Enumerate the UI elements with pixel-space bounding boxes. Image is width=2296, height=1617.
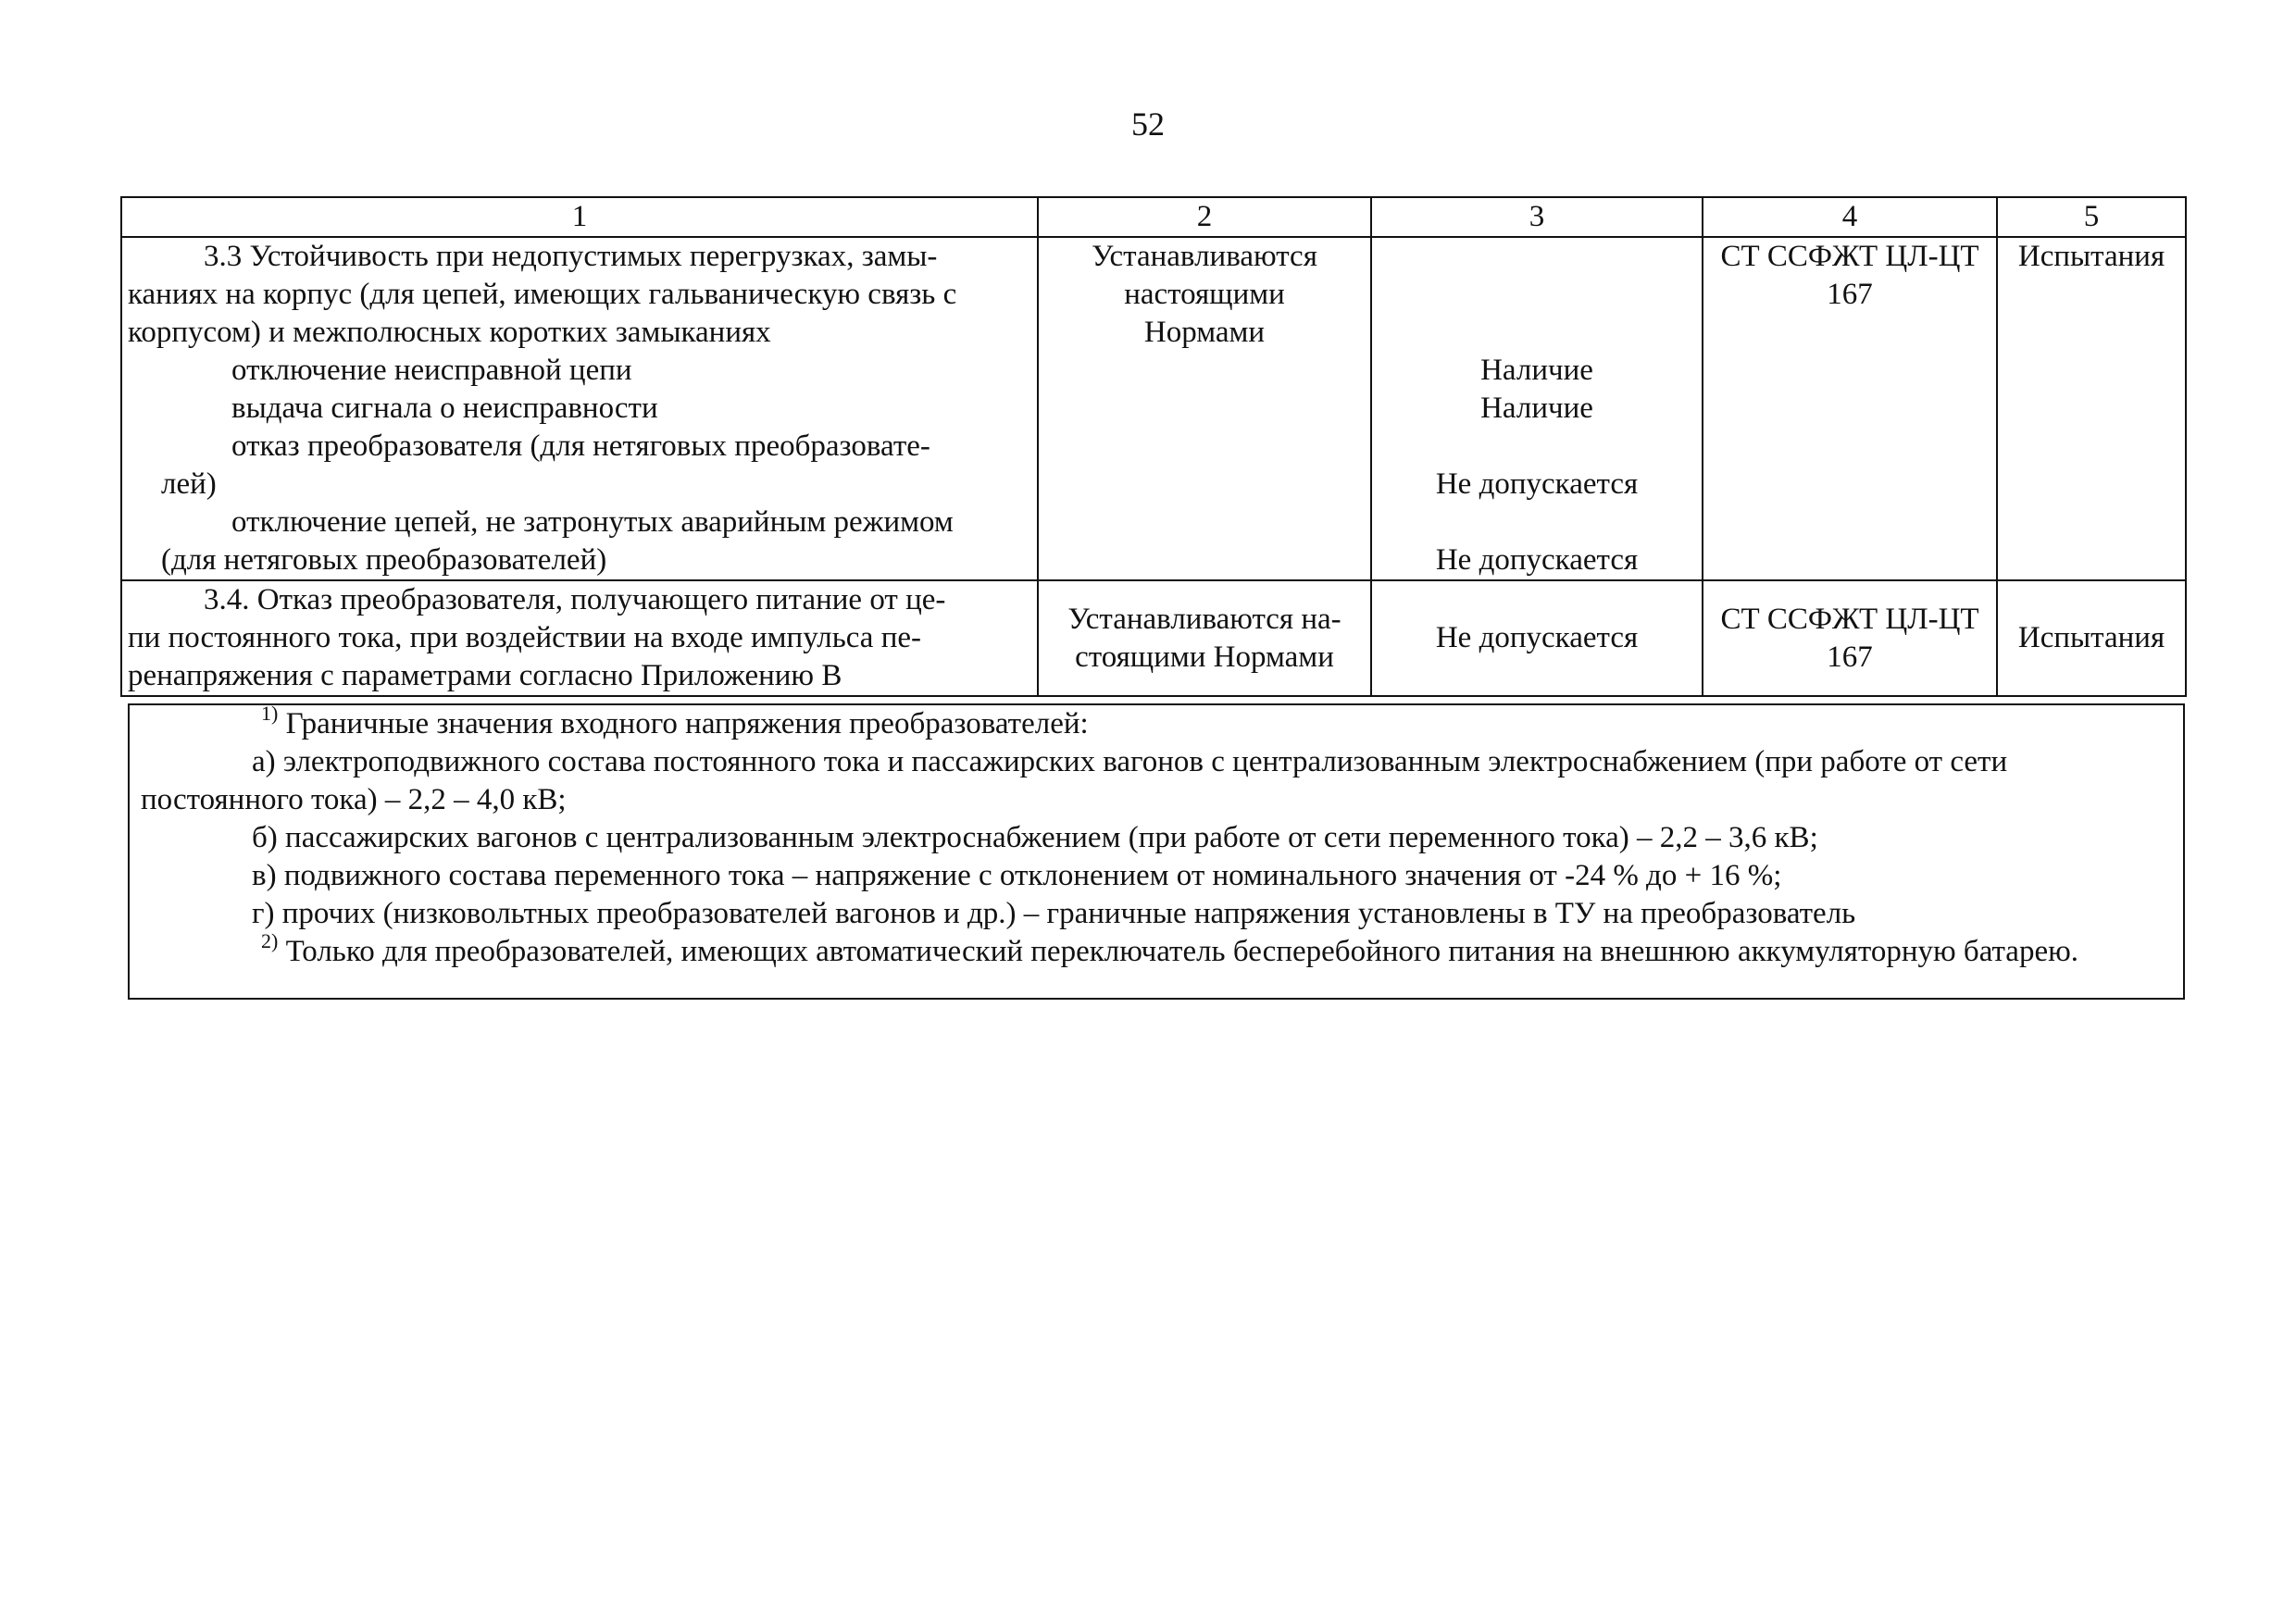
requirements-table	[120, 196, 2187, 697]
column-number-row	[121, 197, 2186, 237]
row-3-3-norm-line: настоящими	[1124, 278, 1285, 311]
row-3-3-title-line: 3.3 Устойчивость при недопустимых перегрузках, замы-	[204, 240, 938, 273]
row-3-4-method: Испытания	[1997, 580, 2186, 696]
footnote-item-a: а) электроподвижного состава постоянного тока и пассажирских вагонов с централизованным электроснабжением (при работе от сети постоянного тока) – 2,2 – 4,0 кВ;	[141, 745, 2008, 816]
row-3-4-value: Не допускается	[1371, 580, 1703, 696]
page-number: 52	[1131, 106, 1165, 143]
row-3-3-values	[1371, 237, 1703, 580]
column-number-2: 2	[1038, 197, 1371, 237]
row-3-4-norm-line: Устанавливаются на-	[1067, 602, 1341, 636]
row-3-3-norm-line: Устанавливаются	[1092, 240, 1317, 273]
row-3-3-standard-line: 167	[1827, 278, 1873, 311]
footnote-1-text: Граничные значения входного напряжения преобразователей:	[285, 707, 1089, 740]
table-row-3-4	[121, 580, 2186, 696]
row-3-3-value: Не допускается	[1435, 467, 1639, 501]
row-3-4-standard	[1703, 580, 1997, 696]
row-3-3-value: Наличие	[1480, 392, 1593, 425]
column-number-5: 5	[1997, 197, 2186, 237]
column-number-3: 3	[1371, 197, 1703, 237]
footnote-item-d: г) прочих (низковольтных преобразователей вагонов и др.) – граничные напряжения установлены в ТУ на преобразователь	[252, 897, 1856, 930]
row-3-3-description	[121, 237, 1038, 580]
row-3-3-standard-line: СТ ССФЖТ ЦЛ-ЦТ	[1720, 240, 1979, 273]
row-3-4-standard-line: СТ ССФЖТ ЦЛ-ЦТ	[1720, 602, 1979, 636]
row-3-3-sub-item-continued: лей)	[161, 467, 217, 501]
row-3-4-norm-line: стоящими Нормами	[1075, 640, 1334, 674]
row-3-3-sub-item: отключение цепей, не затронутых аварийным режимом	[231, 505, 954, 539]
row-3-3-title-line: корпусом) и межполюсных коротких замыканиях	[128, 316, 771, 349]
footnote-item-b: б) пассажирских вагонов с централизованным электроснабжением (при работе от сети переменного тока) – 2,2 – 3,6 кВ;	[252, 821, 1818, 854]
row-3-3-norm-line: Нормами	[1143, 316, 1266, 349]
row-3-4-description	[121, 580, 1038, 696]
row-3-3-sub-item-continued: (для нетяговых преобразователей)	[161, 543, 607, 577]
column-number-4: 4	[1703, 197, 1997, 237]
footnote-2	[141, 929, 2172, 971]
footnote-2-text: Только для преобразователей, имеющих автоматический переключатель бесперебойного питания на внешнюю аккумуляторную батарею.	[285, 935, 2079, 968]
row-3-3-sub-item: отказ преобразователя (для нетяговых преобразовате-	[231, 429, 930, 463]
row-3-3-value: Наличие	[1480, 354, 1593, 387]
table-row-3-3	[121, 237, 2186, 580]
row-3-4-standard-line: 167	[1827, 640, 1873, 674]
footnotes-box	[128, 703, 2185, 1000]
row-3-3-value: Не допускается	[1435, 543, 1639, 577]
row-3-4-title-line: ренапряжения с параметрами согласно Приложению В	[128, 659, 842, 692]
row-3-4-title-line: 3.4. Отказ преобразователя, получающего питание от це-	[204, 583, 946, 616]
footnote-1-marker: 1)	[261, 702, 279, 725]
column-number-1: 1	[121, 197, 1038, 237]
footnote-1	[141, 702, 2172, 743]
row-3-4-norm-source	[1038, 580, 1371, 696]
row-3-3-standard	[1703, 237, 1997, 580]
footnote-2-marker: 2)	[261, 929, 279, 952]
row-3-4-title-line: пи постоянного тока, при воздействии на входе импульса пе-	[128, 621, 922, 654]
row-3-3-method: Испытания	[1997, 237, 2186, 580]
row-3-3-norm-source	[1038, 237, 1371, 580]
row-3-3-sub-item: отключение неисправной цепи	[231, 354, 632, 387]
footnote-item-c: в) подвижного состава переменного тока – напряжение с отклонением от номинального значения от -24 % до + 16 %;	[252, 859, 1782, 892]
row-3-3-sub-item: выдача сигнала о неисправности	[231, 392, 658, 425]
row-3-3-title-line: каниях на корпус (для цепей, имеющих гальваническую связь с	[128, 278, 957, 311]
